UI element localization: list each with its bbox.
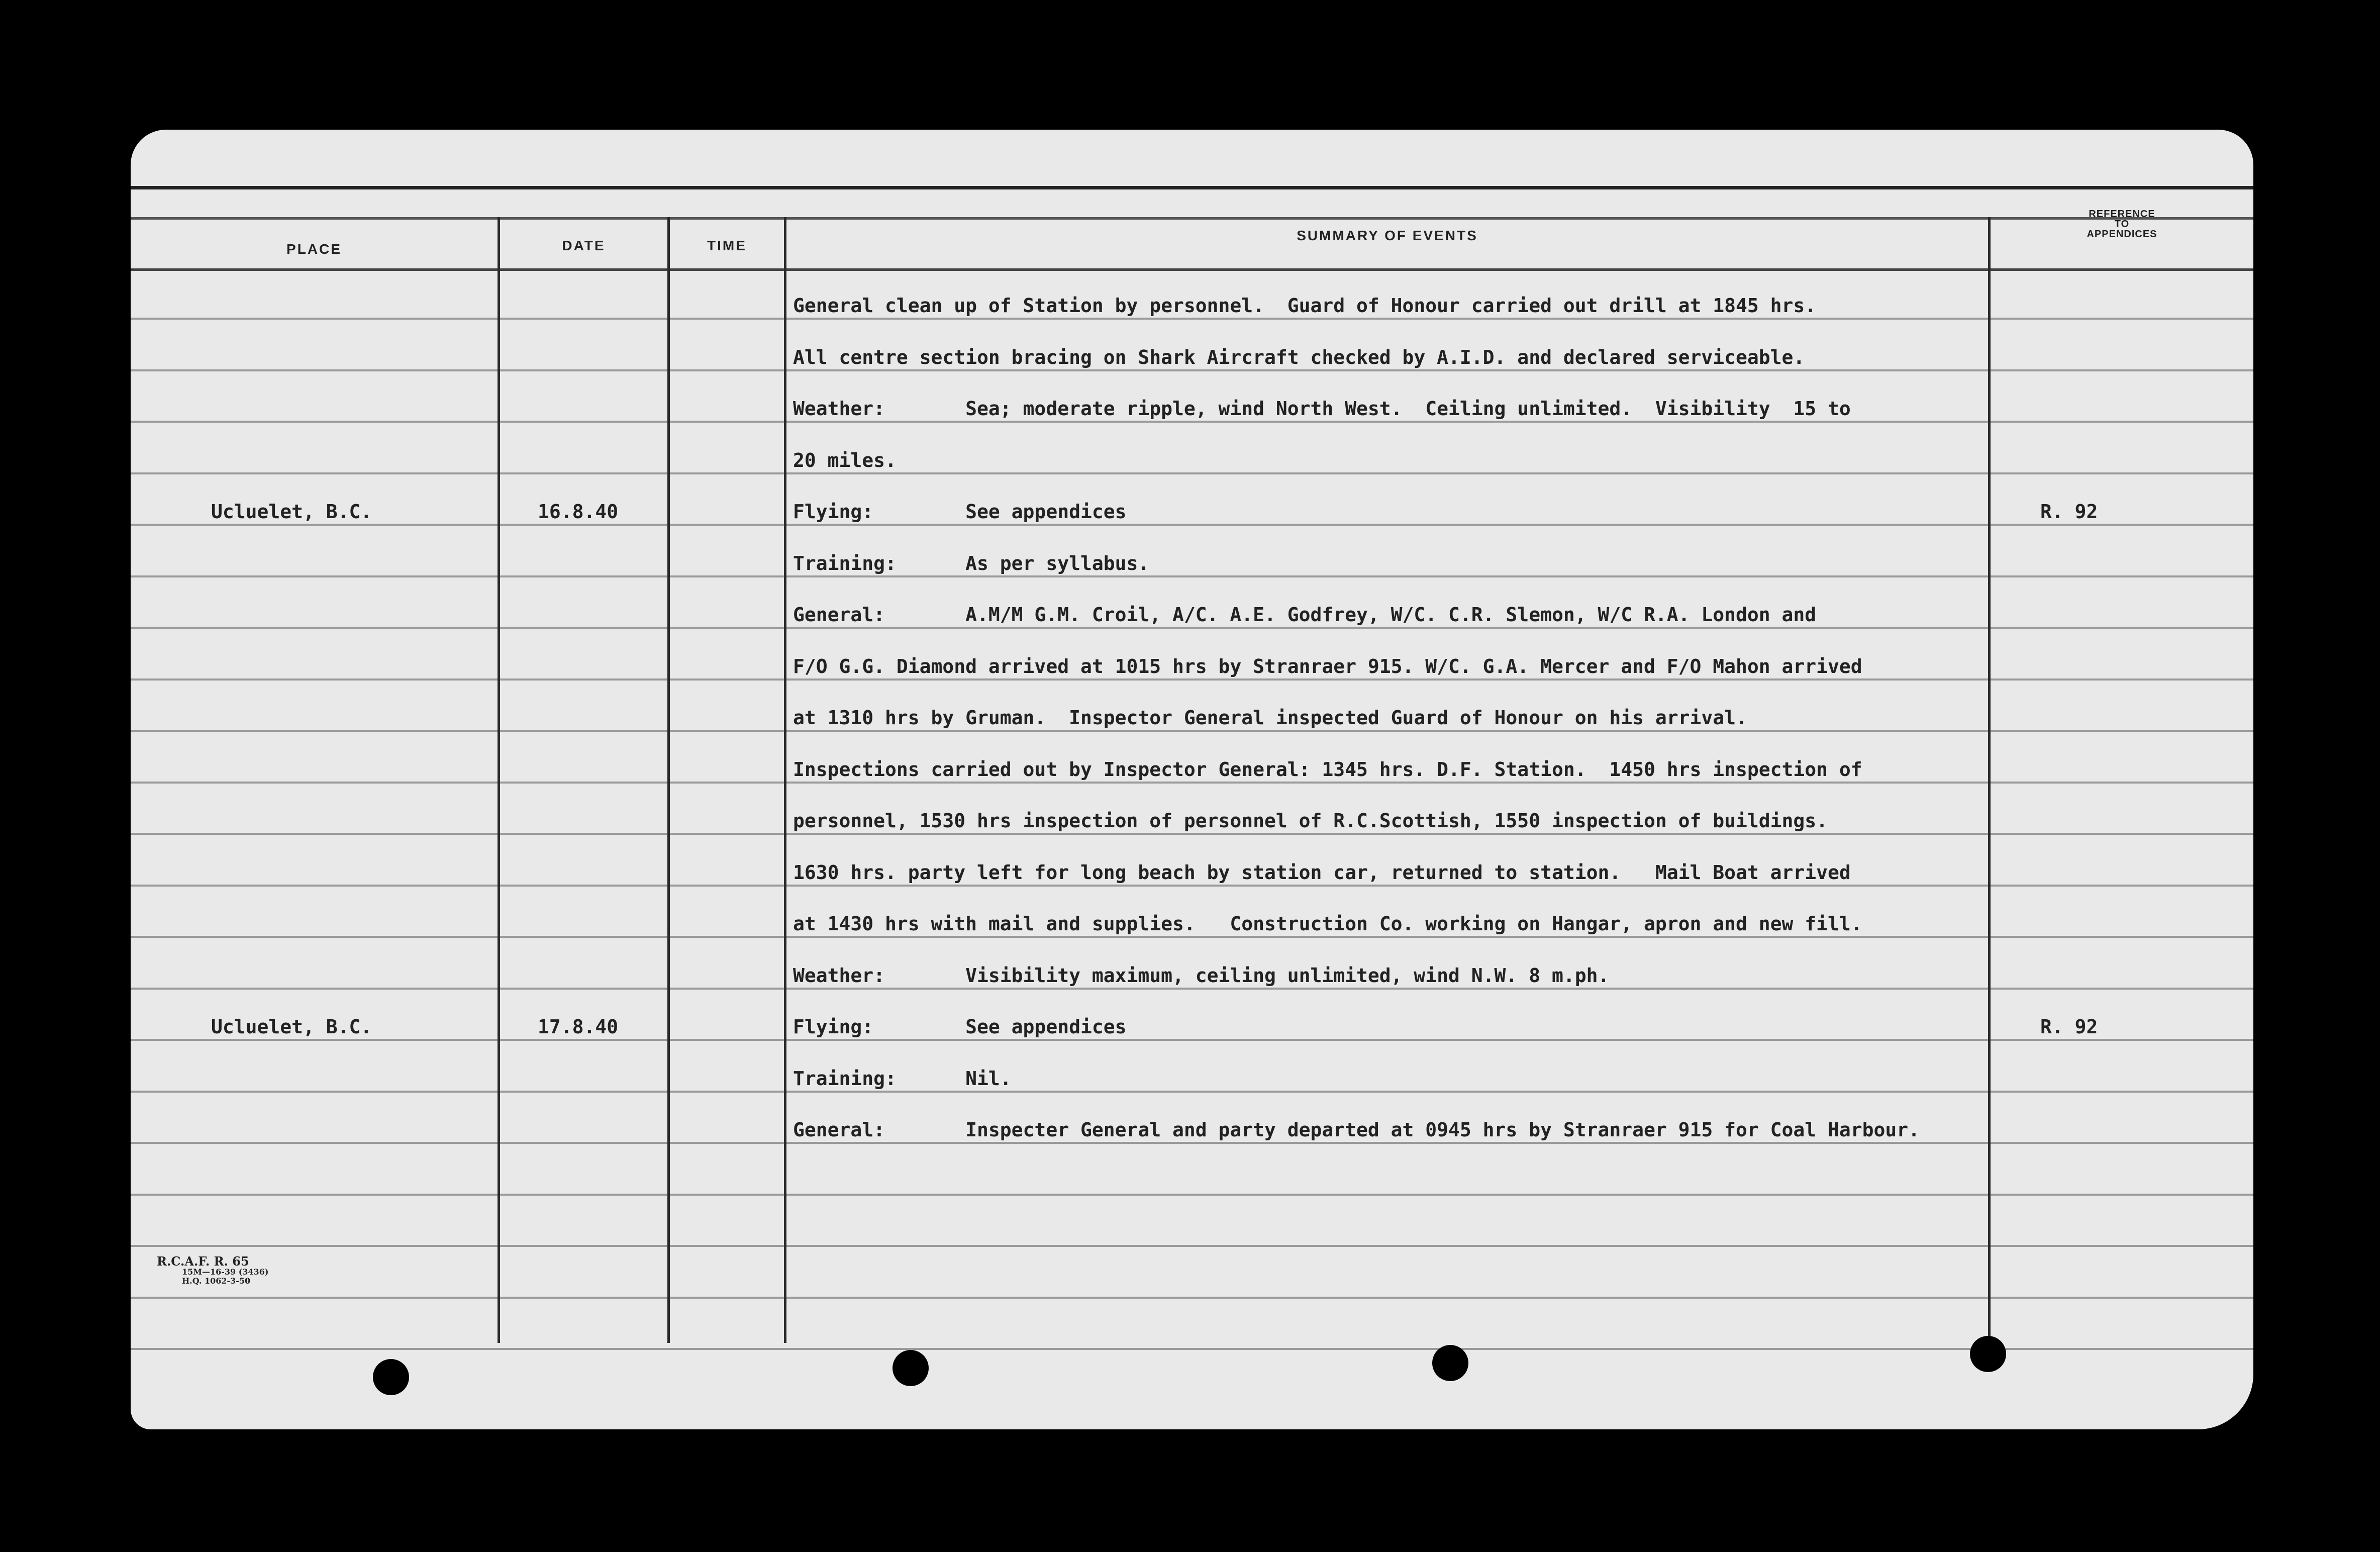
- header-summary: SUMMARY OF EVENTS: [1297, 228, 1478, 243]
- ruled-line: [131, 524, 2253, 526]
- entry-text: All centre section bracing on Shark Aircraft checked by A.I.D. and declared serviceable.: [793, 346, 1805, 368]
- form-identifier: [157, 1255, 268, 1286]
- divider-time-summary: [784, 217, 786, 1343]
- ruled-line: [131, 1297, 2253, 1299]
- form-hq-code: H.Q. 1062-3-50: [182, 1276, 251, 1286]
- header-bottom-line: [131, 268, 2253, 271]
- entry-text: Weather: Sea; moderate ripple, wind North West. Ceiling unlimited. Visibility 15 to: [793, 398, 1851, 420]
- divider-summary-reference: [1988, 217, 1991, 1343]
- header-date: DATE: [562, 238, 606, 253]
- header-reference: [1991, 209, 2253, 239]
- header-reference-line-2: TO: [2114, 219, 2130, 230]
- header-top-line: [131, 217, 2253, 220]
- ruled-line: [131, 988, 2253, 990]
- ruled-line: [131, 421, 2253, 423]
- entry-text: 1630 hrs. party left for long beach by station car, returned to station. Mail Boat arrived: [793, 861, 1851, 884]
- punch-hole-2: [892, 1350, 929, 1386]
- ruled-line: [131, 1245, 2253, 1247]
- entry-text: General: Inspecter General and party departed at 0945 hrs by Stranraer 915 for Coal Harbour.: [793, 1119, 1920, 1141]
- entry-text: at 1310 hrs by Gruman. Inspector General inspected Guard of Honour on his arrival.: [793, 707, 1747, 729]
- entry-date: 16.8.40: [538, 501, 619, 523]
- ruled-line: [131, 318, 2253, 320]
- ruled-line: [131, 472, 2253, 474]
- ruled-line: [131, 678, 2253, 681]
- header-place: PLACE: [286, 241, 342, 257]
- entry-text: Weather: Visibility maximum, ceiling unlimited, wind N.W. 8 m.ph.: [793, 964, 1610, 987]
- entry-reference: R. 92: [2040, 1016, 2098, 1038]
- ruled-line: [131, 575, 2253, 577]
- entry-text: personnel, 1530 hrs inspection of personnel of R.C.Scottish, 1550 inspection of buildings.: [793, 810, 1828, 832]
- punch-hole-1: [373, 1359, 409, 1395]
- entry-text: at 1430 hrs with mail and supplies. Construction Co. working on Hangar, apron and new fill.: [793, 913, 1862, 935]
- ruled-line: [131, 1091, 2253, 1093]
- top-border-line: [131, 186, 2253, 189]
- ruled-line: [131, 1142, 2253, 1144]
- entry-text: Inspections carried out by Inspector General: 1345 hrs. D.F. Station. 1450 hrs inspection of: [793, 758, 1862, 781]
- punch-hole-3: [1432, 1345, 1468, 1381]
- header-reference-line-3: APPENDICES: [2087, 229, 2157, 240]
- entry-text: Training: As per syllabus.: [793, 552, 1150, 574]
- entry-date: 17.8.40: [538, 1016, 619, 1038]
- entry-text: 20 miles.: [793, 449, 897, 471]
- entry-text: Flying: See appendices: [793, 501, 1127, 523]
- ruled-line: [131, 1194, 2253, 1196]
- header-reference-line-1: REFERENCE: [2089, 209, 2155, 220]
- ruled-line: [131, 833, 2253, 835]
- diary-card: [131, 130, 2253, 1429]
- entry-place: Ucluelet, B.C.: [211, 501, 372, 523]
- entry-text: F/O G.G. Diamond arrived at 1015 hrs by Stranraer 915. W/C. G.A. Mercer and F/O Mahon arrived: [793, 655, 1862, 677]
- header-time: TIME: [707, 238, 747, 253]
- entry-reference: R. 92: [2040, 501, 2098, 523]
- entry-place: Ucluelet, B.C.: [211, 1016, 372, 1038]
- ruled-line: [131, 782, 2253, 784]
- ruled-line: [131, 936, 2253, 938]
- entry-text: General: A.M/M G.M. Croil, A/C. A.E. Godfrey, W/C. C.R. Slemon, W/C R.A. London and: [793, 604, 1817, 626]
- divider-date-time: [667, 217, 670, 1343]
- ruled-line: [131, 885, 2253, 887]
- entry-text: Training: Nil.: [793, 1067, 1012, 1090]
- ruled-line: [131, 1348, 2253, 1350]
- ruled-line: [131, 730, 2253, 732]
- ruled-line: [131, 627, 2253, 629]
- form-number: R.C.A.F. R. 65: [157, 1254, 249, 1269]
- punch-hole-4: [1970, 1336, 2006, 1372]
- ruled-line: [131, 369, 2253, 371]
- entry-text: General clean up of Station by personnel. Guard of Honour carried out drill at 1845 hrs.: [793, 295, 1817, 317]
- entry-text: Flying: See appendices: [793, 1016, 1127, 1038]
- divider-place-date: [498, 217, 500, 1343]
- form-print-code: 15M—16-39 (3436): [182, 1267, 269, 1277]
- ruled-line: [131, 1039, 2253, 1041]
